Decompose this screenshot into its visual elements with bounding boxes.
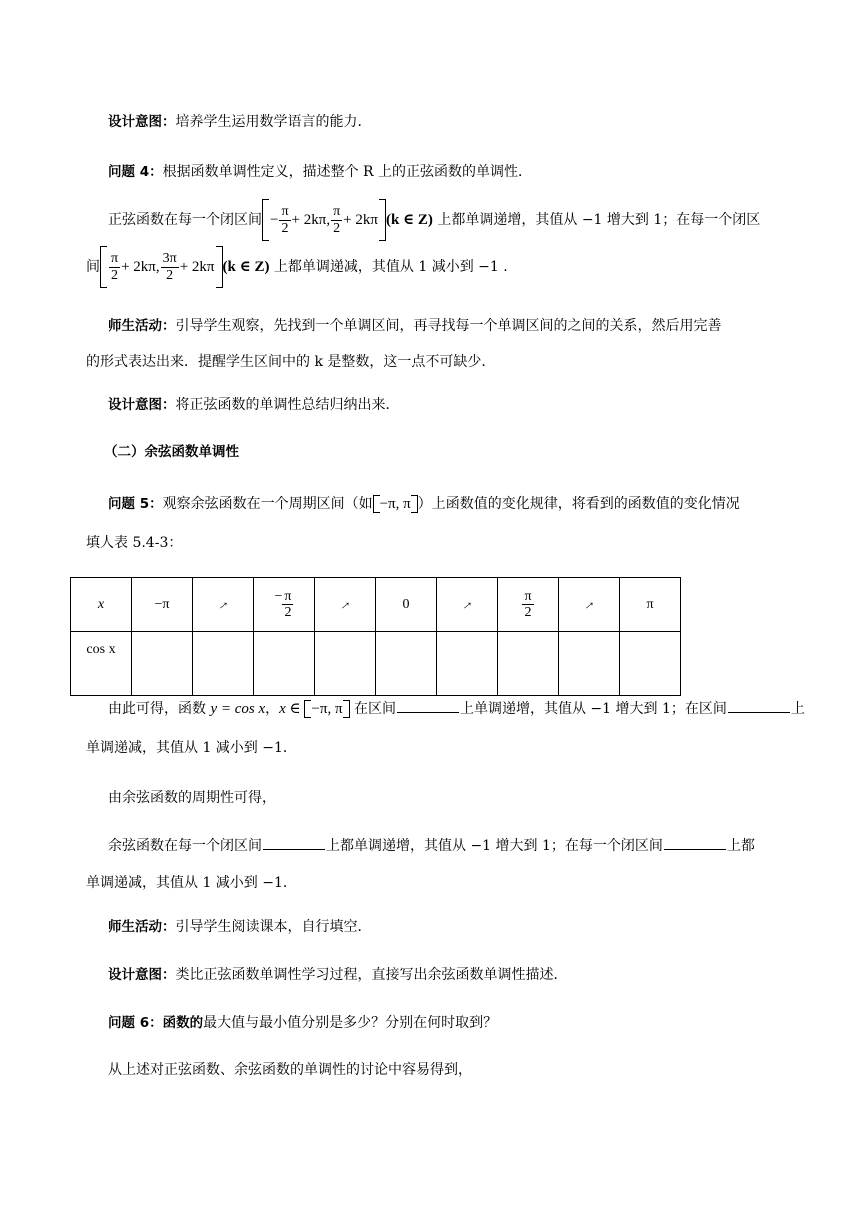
design-intent-text: 将正弦函数的单调性总结归纳出来． (175, 397, 400, 413)
k-in-z-2: (k ∈ Z) (222, 259, 270, 275)
question-5-cont: 填人表 5.4-3： (86, 535, 183, 551)
small-left-bracket (373, 495, 380, 513)
section-heading: （二）余弦函数单调性 (104, 444, 239, 460)
fraction-pi-over-2-c: $\frac{\pi}{2}$ (111, 250, 119, 283)
x-in: x ∈ (279, 701, 305, 717)
table-cell (193, 578, 254, 632)
table-cell: −π (132, 578, 193, 632)
k-in-z: (k ∈ Z) (385, 212, 433, 228)
small-right-bracket (411, 495, 418, 513)
increasing-arrow-icon: → (578, 593, 599, 615)
sine-text-a: 正弦函数在每一个闭区间 (108, 212, 262, 228)
fraction-3pi-over-2: $\frac{3\pi}{2}$ (162, 250, 177, 283)
table-row (71, 632, 681, 696)
design-intent-label: 设计意图： (108, 114, 176, 130)
interval-neg-pi-pi-2: −π, π (311, 701, 343, 717)
fill-blank-2[interactable] (728, 698, 790, 713)
right-bracket (379, 199, 386, 241)
closing-sentence: 从上述对正弦函数、余弦函数的单调性的讨论中容易得到， (108, 1062, 472, 1078)
left-bracket-2 (100, 246, 107, 288)
sine-text-d: 上都单调递减，其值从 1 减小到 −1 . (269, 259, 508, 275)
fraction-pi-over-2: $\frac{\pi}{2}$ (281, 203, 289, 236)
cosine-monotonic-line-2: 单调递减，其值从 1 减小到 −1． (86, 875, 297, 891)
question-4-label: 问题 4： (108, 164, 163, 180)
table-cell: 0 (376, 578, 437, 632)
conclusion-text-e: 上单调递增，其值从 −1 增大到 1；在区间 (459, 701, 727, 717)
fill-blank-4[interactable] (664, 835, 726, 850)
question-6-text: 最大值与最小值分别是多少？分别在何时取到？ (203, 1015, 498, 1031)
question-6-label2: 函数的 (162, 1015, 204, 1031)
sine-monotonic-line-2 (86, 245, 508, 289)
teacher-activity-text: 引导学生阅读课本，自行填空． (175, 919, 372, 935)
sine-text-b: 上都单调递增，其值从 −1 增大到 1；在每一个闭区 (432, 212, 761, 228)
cosine-table (70, 577, 681, 696)
conclusion-text-d: 在区间 (349, 701, 396, 717)
sine-monotonic-line-1 (108, 198, 760, 242)
design-intent-2 (108, 395, 400, 415)
design-intent-3 (108, 965, 568, 985)
table-cell: $\frac{\pi}{2}$ (498, 578, 559, 632)
table-cell: cos x (71, 632, 132, 696)
table-cell: π (620, 578, 681, 632)
table-cell: x (71, 578, 132, 632)
cos-function: y = cos x (210, 701, 266, 717)
teacher-activity-1 (108, 316, 722, 336)
increasing-arrow-icon: → (334, 593, 355, 615)
comma: ， (265, 701, 280, 717)
teacher-activity-label: 师生活动： (108, 919, 176, 935)
table-cell[interactable] (437, 632, 498, 696)
increasing-arrow-icon: → (212, 593, 233, 615)
design-intent-text: 类比正弦函数单调性学习过程，直接写出余弦函数单调性描述． (175, 967, 568, 983)
right-bracket-2 (216, 246, 223, 288)
small-right-bracket (343, 700, 350, 718)
question-5-label: 问题 5： (108, 496, 163, 512)
conclusion-text-f: 上 (790, 701, 805, 717)
cosine-text-a: 余弦函数在每一个闭区间 (108, 838, 262, 854)
design-intent-label: 设计意图： (108, 967, 176, 983)
question-5-text-a: 观察余弦函数在一个周期区间（如 (162, 496, 373, 512)
periodicity-note: 由余弦函数的周期性可得， (108, 790, 276, 806)
interval2-mid: + 2kπ, (121, 259, 160, 275)
teacher-activity-1-cont: 的形式表达出来．提醒学生区间中的 k 是整数，这一点不可缺少． (86, 354, 496, 370)
teacher-activity-text: 引导学生观察，先找到一个单调区间，再寻找每一个单调区间的之间的关系，然后用完善 (175, 318, 722, 334)
conclusion-text-a: 由此可得，函数 (108, 701, 211, 717)
question-6 (108, 1013, 497, 1033)
cosine-monotonic-line-1 (108, 835, 755, 856)
table-cell (437, 578, 498, 632)
left-bracket (262, 199, 269, 241)
table-cell[interactable] (559, 632, 620, 696)
teacher-activity-2 (108, 917, 372, 937)
question-5 (108, 494, 740, 514)
fill-blank-1[interactable] (397, 698, 459, 713)
table-cell[interactable] (254, 632, 315, 696)
table-cell[interactable] (132, 632, 193, 696)
interval-mid: + 2kπ, (291, 212, 331, 228)
interval-end: + 2kπ (343, 212, 378, 228)
table-cell (315, 578, 376, 632)
fill-blank-3[interactable] (263, 835, 325, 850)
conclusion-line-2: 单调递减，其值从 1 减小到 −1． (86, 740, 297, 756)
table-cell[interactable] (620, 632, 681, 696)
minus-sign: − (270, 212, 279, 228)
table-cell[interactable] (193, 632, 254, 696)
table-cell (559, 578, 620, 632)
design-intent-1 (108, 112, 372, 132)
increasing-arrow-icon: → (456, 593, 477, 615)
question-4-text: 根据函数单调性定义，描述整个 R 上的正弦函数的单调性． (162, 164, 533, 180)
design-intent-text: 培养学生运用数学语言的能力． (175, 114, 372, 130)
design-intent-label: 设计意图： (108, 397, 176, 413)
interval2-end: + 2kπ (179, 259, 215, 275)
cosine-text-b: 上都单调递增，其值从 −1 增大到 1；在每一个闭区间 (326, 838, 663, 854)
interval-neg-pi-pi: −π, π (379, 496, 411, 512)
conclusion-line-1 (108, 698, 805, 719)
cosine-text-c: 上都 (726, 838, 755, 854)
fraction-pi-over-2-b: $\frac{\pi}{2}$ (333, 203, 341, 236)
table-cell[interactable] (376, 632, 437, 696)
table-cell[interactable] (498, 632, 559, 696)
question-6-label: 问题 6： (108, 1015, 163, 1031)
question-5-text-b: ）上函数值的变化规律，将看到的函数值的变化情况 (417, 496, 740, 512)
table-cell: − $\frac{\pi}{2}$ (254, 578, 315, 632)
teacher-activity-label: 师生活动： (108, 318, 176, 334)
table-cell[interactable] (315, 632, 376, 696)
question-4 (108, 162, 532, 182)
sine-text-c: 间 (86, 259, 100, 275)
table-row (71, 578, 681, 632)
